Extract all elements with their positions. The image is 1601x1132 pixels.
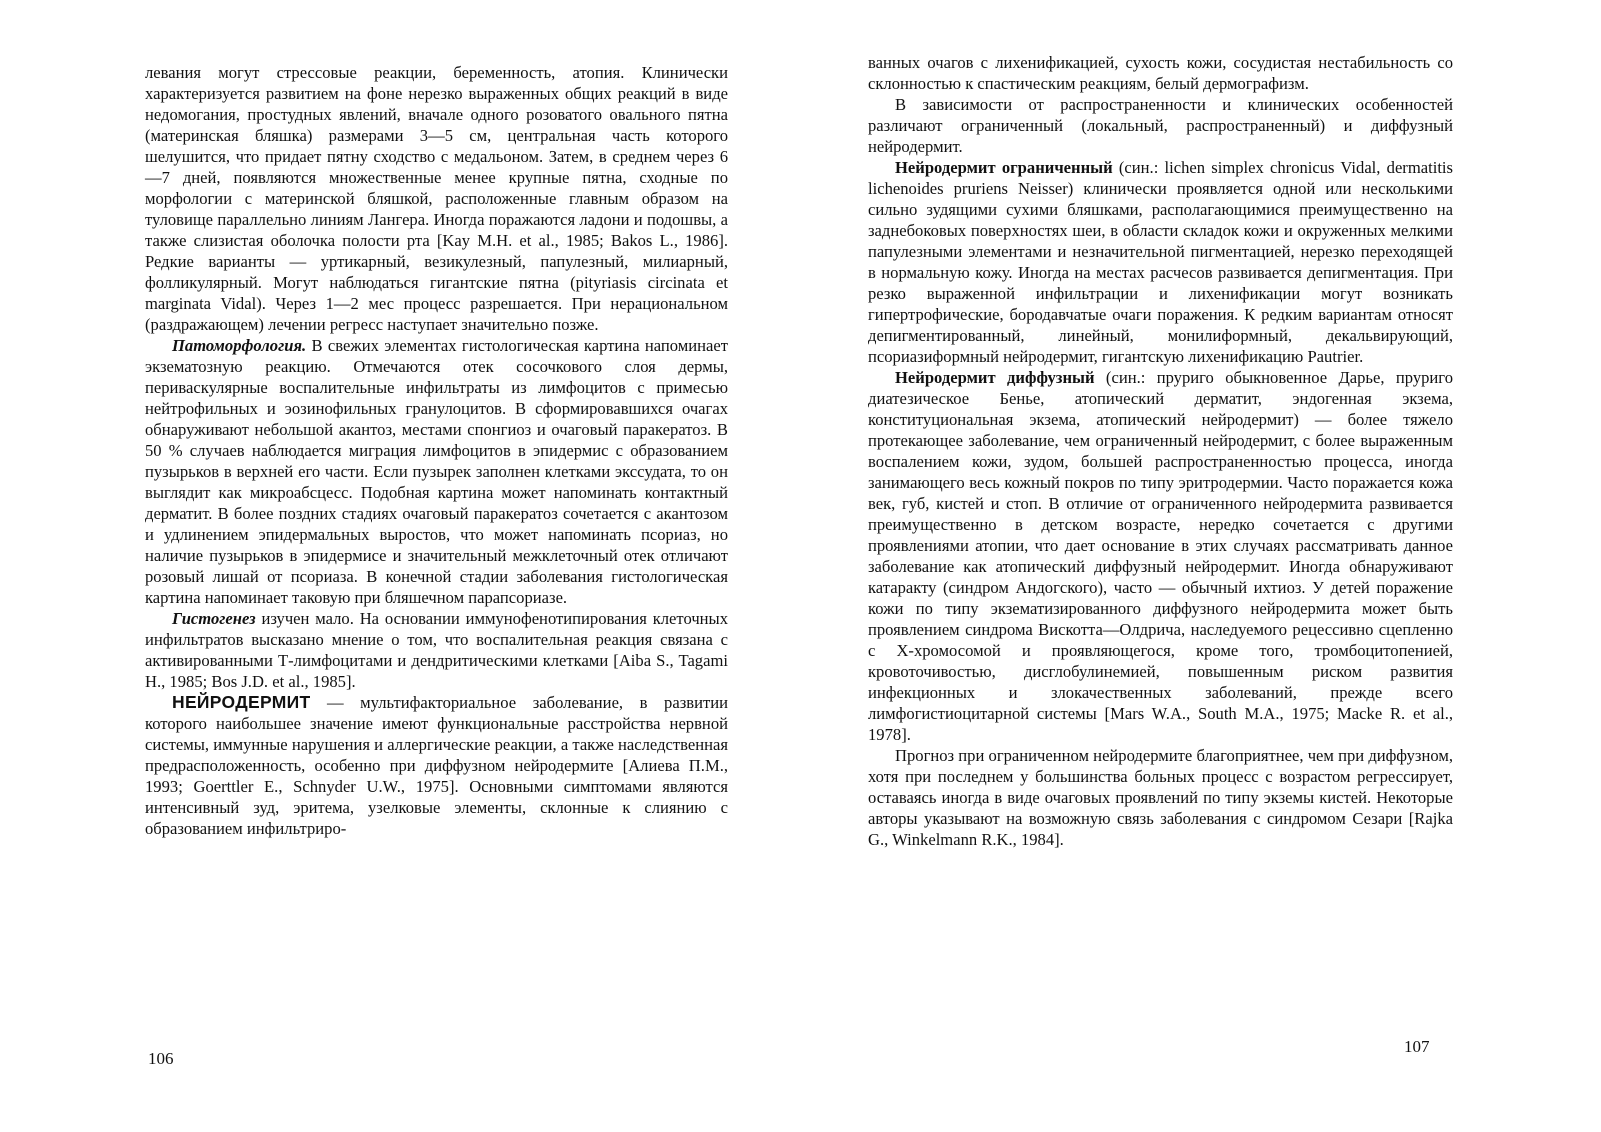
paragraph-limited-neurodermatitis [868, 157, 1453, 367]
left-page-text-column [145, 62, 728, 839]
paragraph-text: левания могут стрессовые реакции, беременность, атопия. Клинически характеризуется развитием на фоне нерезко выраженных общих реакций в виде недомогания, простудных явлений, вначале одного розоватого овального пятна (материнская бляшка) размерами 3—5 см, центральная часть которого шелушится, что придает пятну сходство с медальоном. Затем, в среднем через 6—7 дней, появляются множественные менее крупные пятна, сходные по морфологии с материнской бляшкой, расположенные главным образом на туловище параллельно линиям Лангера. Иногда поражаются ладони и подошвы, а также слизистая оболочка полости рта [Kay M.H. et al., 1985; Bakos L., 1986]. Редкие варианты — уртикарный, везикулезный, папулезный, милиарный, фолликулярный. Могут наблюдаться гигантские пятна (pityriasis circinata et marginata Vidal). Через 1—2 мес процесс разрешается. При нерациональном (раздражающем) лечении регресс наступает значительно позже. [145, 63, 728, 334]
term-diffuse-neurodermatitis: Нейродермит диффузный [895, 368, 1095, 387]
paragraph-text: Прогноз при ограниченном нейродермите благоприятнее, чем при диффузном, хотя при последнем у большинства больных процесс с возрастом регрессирует, оставаясь иногда в виде очаговых проявлений по типу экземы кистей. Некоторые авторы указывают на возможную связь заболевания с синдромом Сезари [Rajka G., Winkelmann R.K., 1984]. [868, 746, 1453, 849]
paragraph-text: В свежих элементах гистологическая картина напоминает экзематозную реакцию. Отмечаются отек сосочкового слоя дермы, периваскулярные воспалительные инфильтраты из лимфоцитов с примесью нейтрофильных и эозинофильных гранулоцитов. В сформировавшихся очагах обнаруживают небольшой акантоз, местами спонгиоз и очаговый паракератоз. В 50 % случаев наблюдается миграция лимфоцитов в эпидермис с образованием пузырьков в верхней его части. Если пузырек заполнен клетками экссудата, то он выглядит как микроабсцесс. Подобная картина может напоминать контактный дерматит. В более поздних стадиях очаговый паракератоз сочетается с акантозом и удлинением эпидермальных выростов, что может напоминать псориаз, но наличие пузырьков в эпидермисе и значительный межклеточный отек отличают розовый лишай от псориаза. В конечной стадии заболевания гистологическая картина напоминает таковую при бляшечном парапсориазе. [145, 336, 728, 607]
right-page-text-column [868, 52, 1453, 850]
term-limited-neurodermatitis: Нейродермит ограниченный [895, 158, 1113, 177]
paragraph-text: ванных очагов с лихенификацией, сухость кожи, сосудистая нестабильность со склонностью к спастическим реакциям, белый дермографизм. [868, 53, 1453, 93]
paragraph-neurodermatitis-intro [145, 692, 728, 839]
paragraph-text: изучен мало. На основании иммунофенотипирования клеточных инфильтратов высказано мнение о том, что воспалительная реакция связана с активированными Т-лимфоцитами и дендритическими клетками [Aiba S., Tagami H., 1985; Bos J.D. et al., 1985]. [145, 609, 728, 691]
paragraph-prognosis [868, 745, 1453, 850]
rubric-pathomorphology: Патоморфология. [172, 336, 307, 355]
paragraph-classification [868, 94, 1453, 157]
page-number-right: 107 [1404, 1037, 1430, 1056]
rubric-histogenesis: Гистогенез [172, 609, 256, 628]
paragraph-histogenesis [145, 608, 728, 692]
right-page [800, 0, 1601, 1132]
paragraph-pathomorphology [145, 335, 728, 608]
left-page [0, 0, 800, 1132]
paragraph-text: — мультифакториальное заболевание, в развитии которого наибольшее значение имеют функциональные расстройства нервной системы, иммунные нарушения и аллергические реакции, а также наследственная предрасположенность, особенно при диффузном нейродермите [Алиева П.М., 1993; Goerttler E., Schnyder U.W., 1975]. Основными симптомами являются интенсивный зуд, эритема, узелковые элементы, склонные к слиянию с образованием инфильтриро- [145, 693, 728, 838]
paragraph-text: (син.: lichen simplex chronicus Vidal, dermatitis lichenoides pruriens Neisser) клинически проявляется одной или несколькими сильно зудящими сухими бляшками, располагающимися преимущественно на заднебоковых поверхностях шеи, в области складок кожи и окруженных мелкими папулезными элементами и незначительной пигментацией, нерезко переходящей в нормальную кожу. Иногда на местах расчесов развивается депигментация. При резко выраженной инфильтрации и лихенификации могут возникать гипертрофические, бородавчатые очаги поражения. К редким вариантам относят депигментированный, линейный, монилиформный, декальвирующий, псориазиформный нейродермит, гигантскую лихенификацию Pautrier. [868, 158, 1453, 366]
paragraph-text: В зависимости от распространенности и клинических особенностей различают ограниченный (локальный, распространенный) и диффузный нейродермит. [868, 95, 1453, 156]
paragraph-text: (син.: пруриго обыкновенное Дарье, пруриго диатезическое Бенье, атопический дерматит, эндогенная экзема, конституциональная экзема, атопический нейродермит) — более тяжело протекающее заболевание, чем ограниченный нейродермит, с более выраженным воспалением кожи, зудом, большей распространенностью процесса, иногда занимающего весь кожный покров по типу эритродермии. Часто поражается кожа век, губ, кистей и стоп. В отличие от ограниченного нейродермита развивается преимущественно в детском возрасте, нередко сочетается с другими проявлениями атопии, что дает основание в этих случаях рассматривать данное заболевание как атопический диффузный нейродермит. Иногда обнаруживают катаракту (синдром Андогского), часто — обычный ихтиоз. У детей поражение кожи по типу экзематизированного диффузного нейродермита может быть проявлением синдрома Вискотта—Олдрича, наследуемого рецессивно сцепленно с Х-хромосомой и проявляющегося, кроме того, тромбоцитопенией, кровоточивостью, дисглобулинемией, повышенным риском развития инфекционных и злокачественных заболеваний, прежде всего лимфогистиоцитарной системы [Mars W.A., South M.A., 1975; Macke R. et al., 1978]. [868, 368, 1453, 744]
section-heading-neurodermatitis: НЕЙРОДЕРМИТ [172, 692, 311, 712]
paragraph-pityriasis-clinical [145, 62, 728, 335]
paragraph-diffuse-neurodermatitis [868, 367, 1453, 745]
paragraph-neurodermatitis-continued [868, 52, 1453, 94]
page-number-left: 106 [148, 1049, 174, 1068]
